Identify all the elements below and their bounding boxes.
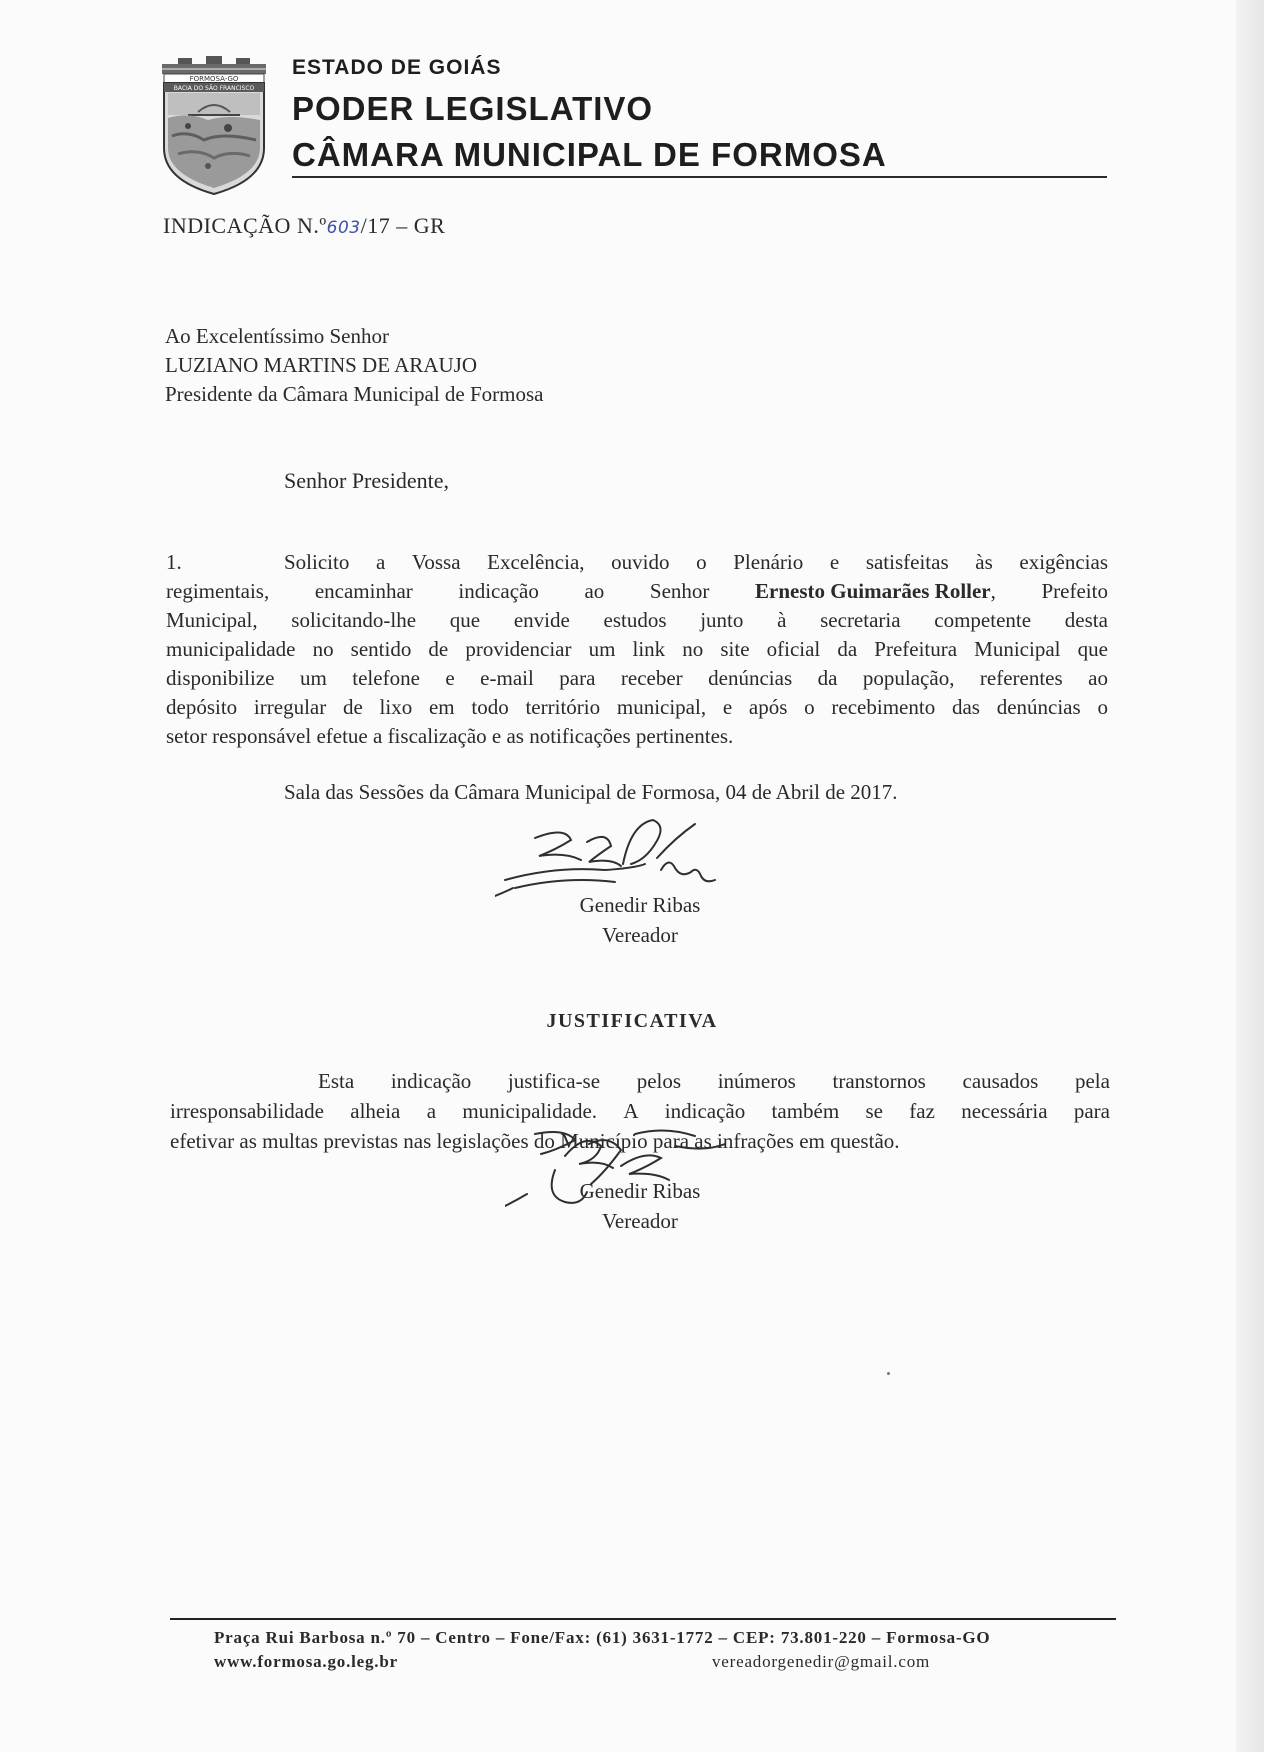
word: faz [909, 1099, 935, 1123]
word: da [837, 637, 858, 661]
word: envide [513, 608, 570, 632]
word: Senhor [649, 579, 710, 603]
word: A [623, 1099, 639, 1123]
word: pelos [636, 1069, 682, 1093]
word: e [445, 666, 455, 690]
word: alheia [350, 1099, 401, 1123]
word: irregular [253, 695, 327, 719]
justification-line-2 [170, 1096, 1110, 1126]
paragraph-line-7: setor responsável efetue a fiscalização e as notificações pertinentes. [166, 724, 734, 748]
word: um [299, 666, 327, 690]
word: no [312, 637, 334, 661]
branch-name: PODER LEGISLATIVO [292, 90, 654, 127]
word: denúncias [996, 695, 1081, 719]
word: encaminhar [314, 579, 413, 603]
signer-name: Genedir Ribas [579, 893, 701, 917]
word: pela [1074, 1069, 1110, 1093]
word: após [748, 695, 788, 719]
word: ao [584, 579, 605, 603]
word: necessária [961, 1099, 1048, 1123]
word: a [375, 550, 386, 574]
crest-text-top: FORMOSA-GO [189, 75, 239, 83]
word: Prefeitura [874, 637, 958, 661]
addressee-line-2: LUZIANO MARTINS DE ARAUJO [165, 353, 477, 377]
addressee-block [165, 322, 543, 409]
word: Municipal, [166, 608, 258, 632]
word: solicitando-lhe [291, 608, 417, 632]
word: e [829, 550, 840, 574]
word: o [696, 550, 707, 574]
word: sentido [350, 637, 412, 661]
word: recebimento [831, 695, 936, 719]
word: para [1073, 1099, 1110, 1123]
word: regimentais, [166, 579, 270, 603]
state-name: ESTADO DE GOIÁS [292, 56, 502, 79]
chamber-name: CÂMARA MUNICIPAL DE FORMOSA [292, 136, 887, 173]
paragraph-line-6 [166, 693, 1108, 722]
word: no [682, 637, 704, 661]
signature-2 [505, 1126, 745, 1226]
word: referentes [979, 666, 1063, 690]
word: população, [862, 666, 955, 690]
word: indicação [664, 1099, 746, 1123]
word: Plenário [733, 550, 804, 574]
word: municipal, [616, 695, 707, 719]
word: competente [934, 608, 1032, 632]
word: ouvido [611, 550, 670, 574]
paragraph-line-4 [166, 635, 1108, 664]
word: link [632, 637, 666, 661]
scan-edge-shadow [1236, 0, 1264, 1752]
crest-logo [158, 56, 270, 196]
session-place-date: Sala das Sessões da Câmara Municipal de Formosa, 04 de Abril de 2017. [284, 780, 898, 804]
word: telefone [352, 666, 420, 690]
word: secretaria [820, 608, 901, 632]
word: junto [700, 608, 744, 632]
indication-prefix: INDICAÇÃO N.º [163, 213, 327, 238]
word: providenciar [465, 637, 572, 661]
word: lixo [379, 695, 413, 719]
signer-role: Vereador [602, 923, 678, 947]
word: Excelência, [487, 550, 585, 574]
justification-title: JUSTIFICATIVA [546, 1010, 718, 1032]
word: de [342, 695, 363, 719]
words-line-1 [284, 548, 1108, 577]
word: inúmeros [717, 1069, 796, 1093]
footer-website: www.formosa.go.leg.br [214, 1652, 398, 1671]
word: desta [1064, 608, 1108, 632]
indication-number [163, 213, 445, 239]
word: o [804, 695, 815, 719]
word: da [817, 666, 838, 690]
word: se [865, 1099, 883, 1123]
word: disponibilize [166, 666, 275, 690]
indication-suffix: /17 – GR [360, 213, 446, 238]
paragraph-line-3 [166, 606, 1108, 635]
word: das [951, 695, 980, 719]
salutation: Senhor Presidente, [284, 468, 449, 493]
word: irresponsabilidade [170, 1099, 324, 1123]
word: justifica-se [507, 1069, 601, 1093]
word: indicação [390, 1069, 472, 1093]
word: que [449, 608, 481, 632]
signer-role: Vereador [602, 1209, 678, 1233]
word: à [777, 608, 787, 632]
word: receber [620, 666, 683, 690]
scan-speck [887, 1372, 890, 1375]
word: ao [1088, 666, 1108, 690]
word: depósito [166, 695, 238, 719]
justification-line-3: efetivar as multas previstas nas legislações do Município para as infrações em questão. [170, 1129, 900, 1153]
word: de [428, 637, 449, 661]
word: satisfeitas [865, 550, 949, 574]
word: Vossa [411, 550, 461, 574]
footer-email: vereadorgenedir@gmail.com [712, 1652, 931, 1671]
main-paragraph [166, 548, 1108, 751]
footer-address: Praça Rui Barbosa n.º 70 – Centro – Fone/Fax: (61) 3631-1772 – CEP: 73.801-220 – Formosa-GO [214, 1628, 991, 1647]
comma: , [990, 579, 996, 603]
word: em [428, 695, 455, 719]
paragraph-line-5 [166, 664, 1108, 693]
words-line-1 [318, 1066, 1110, 1096]
word: e-mail [480, 666, 534, 690]
paragraph-line-2 [166, 577, 1108, 606]
word: Prefeito [1041, 579, 1108, 603]
word: às [975, 550, 993, 574]
word: também [771, 1099, 840, 1123]
header-rule [292, 176, 1107, 178]
word: transtornos [832, 1069, 926, 1093]
word: indicação [458, 579, 539, 603]
word: denúncias [708, 666, 793, 690]
addressee-line-1: Ao Excelentíssimo Senhor [165, 324, 389, 348]
word: causados [962, 1069, 1039, 1093]
signature-1-block [500, 890, 780, 950]
footer [170, 1618, 1116, 1671]
word: municipalidade. [462, 1099, 598, 1123]
word: Municipal [974, 637, 1061, 661]
word: a [426, 1099, 437, 1123]
crest-text-band: BACIA DO SÃO FRANCISCO [173, 85, 255, 92]
word: o [1097, 695, 1108, 719]
addressee-line-3: Presidente da Câmara Municipal de Formosa [165, 382, 544, 406]
word: que [1077, 637, 1108, 661]
mayor-name: Ernesto Guimarães Roller [755, 579, 991, 603]
paragraph-line-1 [166, 548, 1108, 577]
signer-name: Genedir Ribas [579, 1179, 701, 1203]
paragraph-number: 1. [166, 550, 182, 574]
word: oficial [766, 637, 821, 661]
word: para [559, 666, 596, 690]
justification-line-1 [170, 1066, 1110, 1096]
word: e [722, 695, 733, 719]
word: exigências [1019, 550, 1108, 574]
word: um [588, 637, 616, 661]
word: território [525, 695, 601, 719]
word: Solicito [284, 550, 350, 574]
handwritten-number: 603 [326, 218, 361, 238]
word: site [720, 637, 750, 661]
word: Esta [318, 1069, 355, 1093]
word: todo [471, 695, 509, 719]
word: estudos [603, 608, 667, 632]
word: municipalidade [166, 637, 296, 661]
mayor-name-group [755, 577, 996, 606]
